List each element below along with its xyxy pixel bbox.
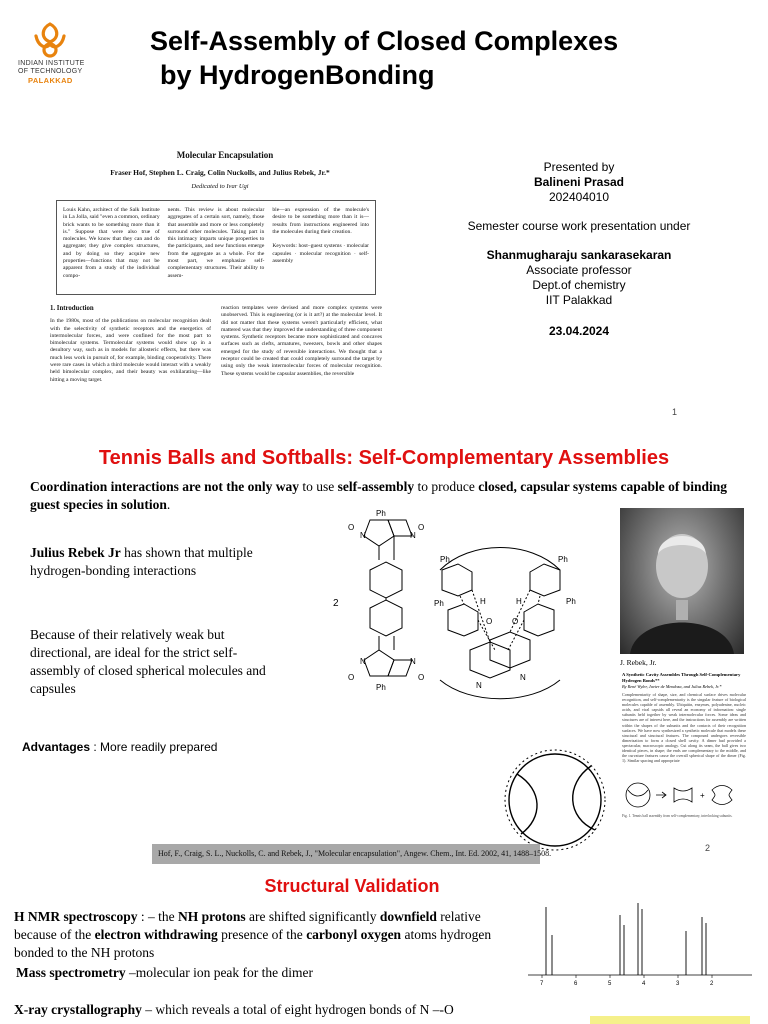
xray-bold: X-ray crystallography xyxy=(14,1002,142,1017)
intro-col-1-text: In the 1980s, most of the publications on molecular recognition dealt with the selectivity of synthetic receptors and the energetics of intermolecular forces, and were confined for the most part to bimolecular systems. Termolecular systems would show up in a desultory way, such as in models for allosteric effects, but there was much less work in pursuit of, for example, binding cooperativity. There were rare cases in which a third molecule would interact with a weakly held bimolecular complex, and their beauty was exhilarating—like hitting a moving target. xyxy=(50,318,211,383)
atom-label: Ph xyxy=(566,597,576,606)
spectrum-tick-label: 5 xyxy=(608,981,612,987)
paper-dedication: Dedicated to Ivar Ugi xyxy=(191,183,249,190)
institute-logo xyxy=(18,20,130,85)
intro-bold-3: closed, capsular systems capable of binding guest species in solution xyxy=(30,479,728,512)
atom-label: N xyxy=(360,657,366,666)
nmr-text-3: relative because of the xyxy=(14,909,481,942)
spectrum-tick-label: 3 xyxy=(676,981,680,987)
slide2-heading: Tennis Balls and Softballs: Self-Complementary Assemblies xyxy=(98,447,670,469)
atom-label: N xyxy=(476,681,482,690)
intro-text-2: to produce xyxy=(414,479,479,494)
atom-label: H xyxy=(516,597,522,606)
atom-label: Ph xyxy=(376,683,386,692)
logo-text-line1: INDIAN INSTITUTE xyxy=(18,60,85,67)
mass-spec-line xyxy=(16,965,516,981)
intro-text-1: to use xyxy=(299,479,338,494)
side-paper-authors: By René Wyler, Javier de Mendoza, and Julius Rebek, Jr.* xyxy=(622,684,722,689)
atom-label: Ph xyxy=(558,555,568,564)
atom-label: N xyxy=(360,531,366,540)
rebek-paragraph xyxy=(30,544,260,580)
intro-heading: 1. Introduction xyxy=(50,305,94,312)
paper-body xyxy=(50,305,382,384)
paper-abstract-box xyxy=(56,200,376,295)
nmr-bold-1: H NMR spectroscopy xyxy=(14,909,138,924)
side-paper-figure xyxy=(622,778,746,812)
iit-palakkad-emblem-icon xyxy=(28,20,72,60)
atom-label: N xyxy=(410,657,416,666)
presented-by-label: Presented by xyxy=(543,160,615,174)
portrait-icon xyxy=(620,508,744,654)
atom-label: O xyxy=(486,617,493,626)
intro-col-2: reaction templates were devised and more complex systems were unobserved. This is engineering (or is it art?) at the molecular level. It did not matter that these systems weren't particularly efficient, what mattered was that they improved the understanding of three component systems. Synthetic receptors became more sophisticated and concaves surfaces such as clefts, armatures, tweezers, bowls and other shapes emerged for the study of reversible interactions. We thought that a receptor could be created that could completely surround the target by using only the weak intermolecular forces of molecular recognition. These systems would be capsular assemblies, the reversible xyxy=(221,305,382,377)
logo-text-line2: OF TECHNOLOGY xyxy=(18,68,83,75)
guide-designation: Associate professor xyxy=(526,263,632,277)
intro-text-3: . xyxy=(166,497,171,512)
slide-number: 2 xyxy=(705,843,711,853)
atom-label: Ph xyxy=(434,599,444,608)
mass-bold: Mass spectrometry xyxy=(16,965,126,980)
because-paragraph: Because of their relatively weak but directional, are ideal for the strict self-assembly of closed spherical molecules and capsules xyxy=(30,627,266,696)
xray-text: – which reveals a total of eight hydrogen bonds of N –-O xyxy=(141,1002,454,1017)
spectrum-axis xyxy=(540,975,714,987)
nmr-bold-5: carbonyl oxygen xyxy=(306,927,402,942)
spectrum-tick-label: 2 xyxy=(710,981,714,987)
rebek-name: Julius Rebek Jr xyxy=(30,545,121,560)
advantages-text: : More readily prepared xyxy=(90,740,218,754)
slide3-heading: Structural Validation xyxy=(264,876,440,896)
guide-name: Shanmugharaju sankarasekaran xyxy=(486,248,672,262)
spectrum-tick-label: 6 xyxy=(574,981,578,987)
presentation-date: 23.04.2024 xyxy=(548,324,610,338)
nmr-spectrum xyxy=(528,895,752,995)
atom-label: O xyxy=(348,673,355,682)
title-line2: by HydrogenBonding xyxy=(160,60,435,90)
nmr-text-1: : – the xyxy=(137,909,178,924)
svg-text:+: + xyxy=(700,791,705,800)
atom-label: Ph xyxy=(440,555,450,564)
presenter-roll: 202404010 xyxy=(548,190,610,204)
presenter-name: Balineni Prasad xyxy=(533,175,625,189)
atom-label: H xyxy=(480,597,486,606)
side-paper-figcaption: Fig. 1. Tennis ball assembly from self-complementary, interlocking subunits. xyxy=(622,814,733,818)
paper-authors: Fraser Hof, Stephen L. Craig, Colin Nuckolls, and Julius Rebek, Jr.* xyxy=(110,168,330,177)
intro-bold-2: self-assembly xyxy=(337,479,415,494)
atom-label: Ph xyxy=(376,509,386,518)
structure-number: 2 xyxy=(333,598,339,609)
abstract-keywords: Keywords: host–guest systems · molecular capsules · molecular recognition · self-assembly xyxy=(272,243,370,265)
atom-label: O xyxy=(512,617,519,626)
advantages-label: Advantages xyxy=(22,740,91,754)
spectrum-tick-label: 4 xyxy=(642,981,646,987)
title-line1: Self-Assembly of Closed Complexes xyxy=(150,26,619,56)
guide-institute: IIT Palakkad xyxy=(545,293,613,307)
side-paper-body: Complementarity of shape, size, and chemical surface drives molecular recognition, and self-complementarity is the singular feature of biological molecules capable of assembly. Ubiquitin, enzymes, polyadenine, nucleic acids, and viral capsids all reveal an economy of information: single subunits held together by weak intermolecular forces. Some ideas and structures are of interest here, and the instructions for assembly are written within the shapes of the subunits and the contacts of their recognition surfaces. We have now synthesized a synthetic molecule that models these structural and structural features. The compound undergoes reversible dimerization to form a closed shell cavity. A dimer had provided a spectacular, macroscopic analogy. Cut along its seam, the ball gives two identical pieces, in shape; the ends are complementary to the middle, and the curvature features cause the overall spherical shape of the dimer (Fig. 1). Similar spacing and appropriate xyxy=(622,692,746,764)
side-paper-title: A Synthetic Cavity Assembles Through Self-Complementary Hydrogen Bonds** xyxy=(622,672,741,683)
slide-number: 1 xyxy=(672,407,678,417)
advantages-line xyxy=(22,740,217,754)
nmr-text-5: atoms hydrogen bonded to the NH protons xyxy=(14,927,492,960)
tennis-ball-icon xyxy=(503,744,607,854)
intro-bold-1: Coordination interactions are not the only way xyxy=(30,479,299,494)
rebek-photo xyxy=(620,508,744,654)
paper-excerpt xyxy=(28,150,382,390)
abstract-col-3 xyxy=(272,207,369,288)
abstract-col-2: nents. This review is about molecular aggregates of a certain sort, namely, those that assemble and more or less completely surround other molecules. Taking part in this intimacy imparts unique properties to the participants, and new functions emerge from the aggregate as a whole. For the most part, we emphasize self-complementary structures. Their ability to assem- xyxy=(167,207,265,279)
atom-label: O xyxy=(418,523,425,532)
page-title xyxy=(150,24,670,92)
xray-line xyxy=(14,1002,534,1018)
nmr-bold-4: electron withdrawing xyxy=(94,927,218,942)
atom-label: N xyxy=(410,531,416,540)
molecular-structure-diagram xyxy=(330,500,585,710)
nmr-bold-3: downfield xyxy=(379,909,437,924)
nmr-text-4: presence of the xyxy=(217,927,307,942)
abstract-col-1: Louis Kahn, architect of the Salk Institute in La Jolla, said "even a common, ordinary brick wants to be something more than it is." Suppose that were also true of molecules. We know that they can and do aggregate; they give complex structures, and by doing so they acquire new properties—functions that may not be apparent from a study of the individual compo- xyxy=(63,207,160,279)
nmr-paragraph xyxy=(14,908,524,962)
presenter-block xyxy=(448,160,710,339)
rebek-text: has shown that multiple hydrogen-bonding interactions xyxy=(30,545,253,578)
mass-text: –molecular ion peak for the dimer xyxy=(125,965,314,980)
atom-label: N xyxy=(520,673,526,682)
atom-label: O xyxy=(418,673,425,682)
photo-caption: J. Rebek, Jr. xyxy=(620,658,657,667)
reference-citation: Hof, F., Craig, S. L., Nuckolls, C. and Rebek, J., "Molecular encapsulation", Angew. Chem., Int. Ed. 2002, 41, 1488–1508. xyxy=(152,844,540,864)
course-line: Semester course work presentation under xyxy=(467,219,691,233)
logo-text-line3: PALAKKAD xyxy=(28,76,73,85)
nmr-bold-2: NH protons xyxy=(177,909,246,924)
nmr-text-2: are shifted significantly xyxy=(245,909,380,924)
abstract-col-3-text: ble—an expression of the molecule's desire to be something more than it is—results from instructions engineered into the molecules during their creation. xyxy=(272,207,370,235)
intro-col-1 xyxy=(50,305,211,384)
guide-dept: Dept.of chemistry xyxy=(532,278,626,292)
highlight-bar xyxy=(590,1016,750,1024)
spectrum-tick-label: 7 xyxy=(540,981,544,987)
atom-label: O xyxy=(348,523,355,532)
paper-title: Molecular Encapsulation xyxy=(176,150,274,160)
